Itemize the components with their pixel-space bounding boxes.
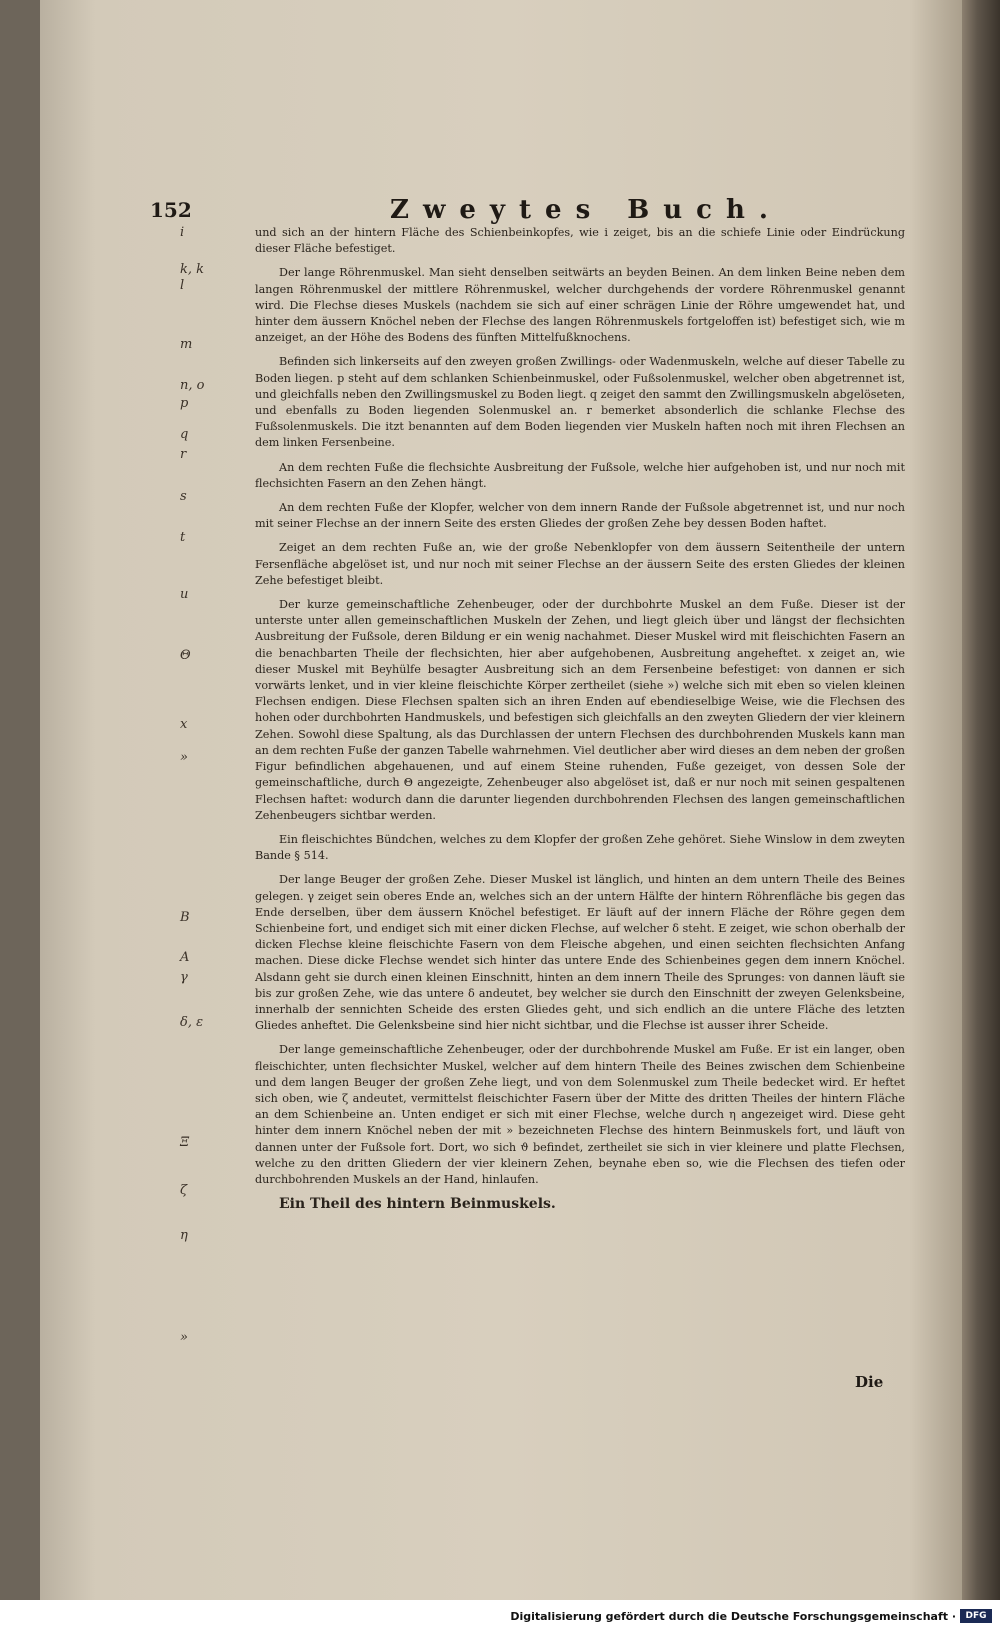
- margin-label: »: [180, 750, 188, 765]
- running-head: Zweytes Buch.: [390, 195, 782, 225]
- margin-label: A: [180, 950, 190, 965]
- paragraph: An dem rechten Fuße der Klopfer, welcher von dem innern Rande der Fußsole abgetrennet ist, und nur noch mit seiner Flechse an der innern Seite des ersten Gliedes der großen Zehe bey dessen Boden haftet.: [255, 501, 905, 531]
- paragraph: Zeiget an dem rechten Fuße an, wie der große Nebenklopfer von dem äussern Seitentheile der untern Fersenfläche abgelöset ist, und nur noch mit seiner Flechse an der äussern Seite des ersten Gliedes der kleinen Zehe befestiget bleibt.: [255, 541, 905, 587]
- paragraph: An dem rechten Fuße die flechsichte Ausbreitung der Fußsole, welche hier aufgehoben ist, und nur noch mit flechsichten Fasern an den Zehen hängt.: [255, 460, 905, 490]
- margin-label: γ: [180, 970, 188, 985]
- body-text: [255, 225, 905, 1220]
- paragraph: Befinden sich linkerseits auf den zweyen großen Zwillings- oder Wadenmuskeln, welche auf dieser Tabelle zu Boden liegen. p steht auf dem schlanken Schienbeinmuskel, oder Fußsolenmuskel, welcher oben abgetrennet ist, und gleichfalls neben den Zwillingsmuskel zu Boden liegt. q zeiget den sammt den Zwillingsmuskeln abgelöseten, und ebenfalls zu Boden liegenden Solenmuskel an. r bemerket absonderlich die schlanke Flechse des Fußsolenmuskels. Die itzt benannten auf dem Boden liegenden vier Muskeln haften noch mit ihren Flechsen an dem linken Fersenbeine.: [255, 355, 905, 450]
- margin-label: m: [180, 337, 193, 352]
- margin-label: x: [180, 717, 188, 732]
- page-header: [150, 190, 925, 230]
- page-edge: [962, 0, 1000, 1600]
- catchword: Die: [855, 1373, 884, 1391]
- margin-label: ζ: [180, 1183, 188, 1198]
- margin-label: k, k: [180, 262, 205, 277]
- section-heading: Ein Theil des hintern Beinmuskels.: [279, 1196, 556, 1213]
- margin-labels: [180, 225, 240, 1425]
- margin-label: t: [180, 530, 186, 545]
- paragraph: Der lange gemeinschaftliche Zehenbeuger, oder der durchbohrende Muskel am Fuße. Er ist ein langer, oben fleischichter, unten flechsichter Muskel, welcher auf dem hintern Theile des Beines zwischen dem Schienbeine und dem langen Beuger der großen Zehe liegt, und von dem Solenmuskel zum Theile bedecket wird. Er heftet sich oben, wie ζ andeutet, vermittelst fleischichter Fasern über der Mitte des dritten Theiles der hintern Fläche an dem Schienbeine an. Unten endiget er sich mit einer Flechse, welche durch η angezeiget wird. Diese geht hinter dem innern Knöchel neben der mit » bezeichneten Flechse des hintern Beinmuskels fort, und läuft von dannen unter der Fußsole fort. Dort, wo sich ϑ befindet, zertheilet sie sich in vier kleinere und platte Flechsen, welche zu den dritten Gliedern der vier kleinern Zehen, beynahe eben so, wie die Flechsen des tiefen oder durchbohrenden Muskels an der Hand, hinlaufen.: [255, 1043, 905, 1186]
- margin-label: B: [180, 910, 190, 925]
- margin-label: »: [180, 1330, 188, 1345]
- paragraph: Der kurze gemeinschaftliche Zehenbeuger, oder der durchbohrte Muskel an dem Fuße. Dieser ist der unterste unter allen gemeinschaftlichen Muskeln der Zehen, und liegt gleich über und längst der flechsichten Ausbreitung der Fußsole, deren Bildung er ein wenig nachahmet. Dieser Muskel wird mit fleischichten Fasern an die benachbarten Theile der flechsichten, hier aber aufgehobenen, Ausbreitung angeheftet. x zeiget an, wie dieser Muskel mit Beyhülfe besagter Ausbreitung sich an dem Fersenbeine befestiget: von dannen er sich vorwärts lenket, und in vier kleine fleischichte Körper zertheilet (siehe ») welche sich mit eben so vielen kleinen Flechsen endigen. Diese Flechsen spalten sich an ihren Enden auf ebendieselbige Weise, wie die Flechsen des hohen oder durchbohrten Handmuskels, und befestigen sich gleichfalls an den zweyten Gliedern der vier kleinern Zehen. Sowohl diese Spaltung, als das Durchlassen der untern Flechsen des durchbohrenden Muskels kann man an dem rechten Fuße der ganzen Tabelle wahrnehmen. Viel deutlicher aber wird dieses an dem neben der großen Figur befindlichen abgehauenen, und auf einem Steine ruhenden, Fuße gezeiget, von dessen Sole der gemeinschaftliche, durch Θ angezeigte, Zehenbeuger also abgelöset ist, daß er nur noch mit seinen gespaltenen Flechsen haftet: wodurch dann die darunter liegenden durchbohrenden Flechsen des langen gemeinschaftlichen Zehenbeugers sichtbar werden.: [255, 598, 905, 822]
- paragraph: Der lange Röhrenmuskel. Man sieht denselben seitwärts an beyden Beinen. An dem linken Beine neben dem langen Röhrenmuskel der mittlere Röhrenmuskel, welcher durchgehends der vordere Röhrenmuskel genannt wird. Die Flechse dieses Muskels (nachdem sie sich auf einer schrägen Linie der Röhre umgewendet hat, und hinter dem äussern Knöchel neben der Flechse des langen Röhrenmuskels fortgeloffen ist) befestiget sich, wie m anzeiget, an der Höhe des Bodens des fünften Mittelfußknochens.: [255, 266, 905, 345]
- dfg-logo-icon: DFG: [960, 1609, 992, 1623]
- margin-label: n, o: [180, 378, 205, 393]
- margin-label: η: [180, 1228, 188, 1243]
- paragraph: Ein fleischichtes Bündchen, welches zu dem Klopfer der großen Zehe gehöret. Siehe Winslow in dem zweyten Bande § 514.: [255, 832, 905, 863]
- margin-label: l: [180, 278, 185, 293]
- paragraph: Der lange Beuger der großen Zehe. Dieser Muskel ist länglich, und hinten an dem untern Theile des Beines gelegen. γ zeiget sein oberes Ende an, welches sich an der untern Hälfte der hintern Röhrenfläche bis gegen das Ende derselben, über dem äussern Knöchel befestiget. Er läuft auf der innern Fläche der Röhre gegen dem Schienbeine fort, und endiget sich mit einer dicken Flechse, auf welcher δ steht. E zeiget, wie schon oberhalb der dicken Flechse kleine fleischichte Fasern von dem Fleische abgehen, und einen seichten flechsichten Anfang machen. Diese dicke Flechse wendet sich hinter das untere Ende des Schienbeines gegen dem innern Knöchel. Alsdann geht sie durch einen kleinen Einschnitt, hinten an dem innern Theile des Sprunges: von dannen läuft sie bis zur großen Zehe, wie das untere δ andeutet, bey welcher sie durch den Einschnitt der zweyen Gelenksbeine, innerhalb der sennichten Scheide des ersten Gliedes geht, und sich endlich an die untere Fläche des letzten Gliedes anheftet. Die Gelenksbeine sind hier nicht sichtbar, und die Flechse ist ausser ihrer Scheide.: [255, 873, 905, 1033]
- margin-label: Θ: [180, 648, 191, 663]
- page-number: 152: [150, 198, 192, 222]
- paragraph: und sich an der hintern Fläche des Schienbeinkopfes, wie i zeiget, bis an die schiefe Linie oder Eindrückung dieser Fläche befestiget.: [255, 226, 905, 256]
- margin-label: Ξ: [180, 1135, 190, 1150]
- margin-label: u: [180, 587, 189, 602]
- margin-label: δ, ε: [180, 1015, 204, 1030]
- margin-label: i: [180, 225, 185, 240]
- margin-label: r: [180, 447, 187, 462]
- footer: [0, 1600, 1000, 1633]
- margin-label: q: [180, 427, 189, 442]
- footer-credit: Digitalisierung gefördert durch die Deutsche Forschungsgemeinschaft ·: [510, 1610, 956, 1623]
- margin-label: s: [180, 489, 187, 504]
- margin-label: p: [180, 396, 189, 411]
